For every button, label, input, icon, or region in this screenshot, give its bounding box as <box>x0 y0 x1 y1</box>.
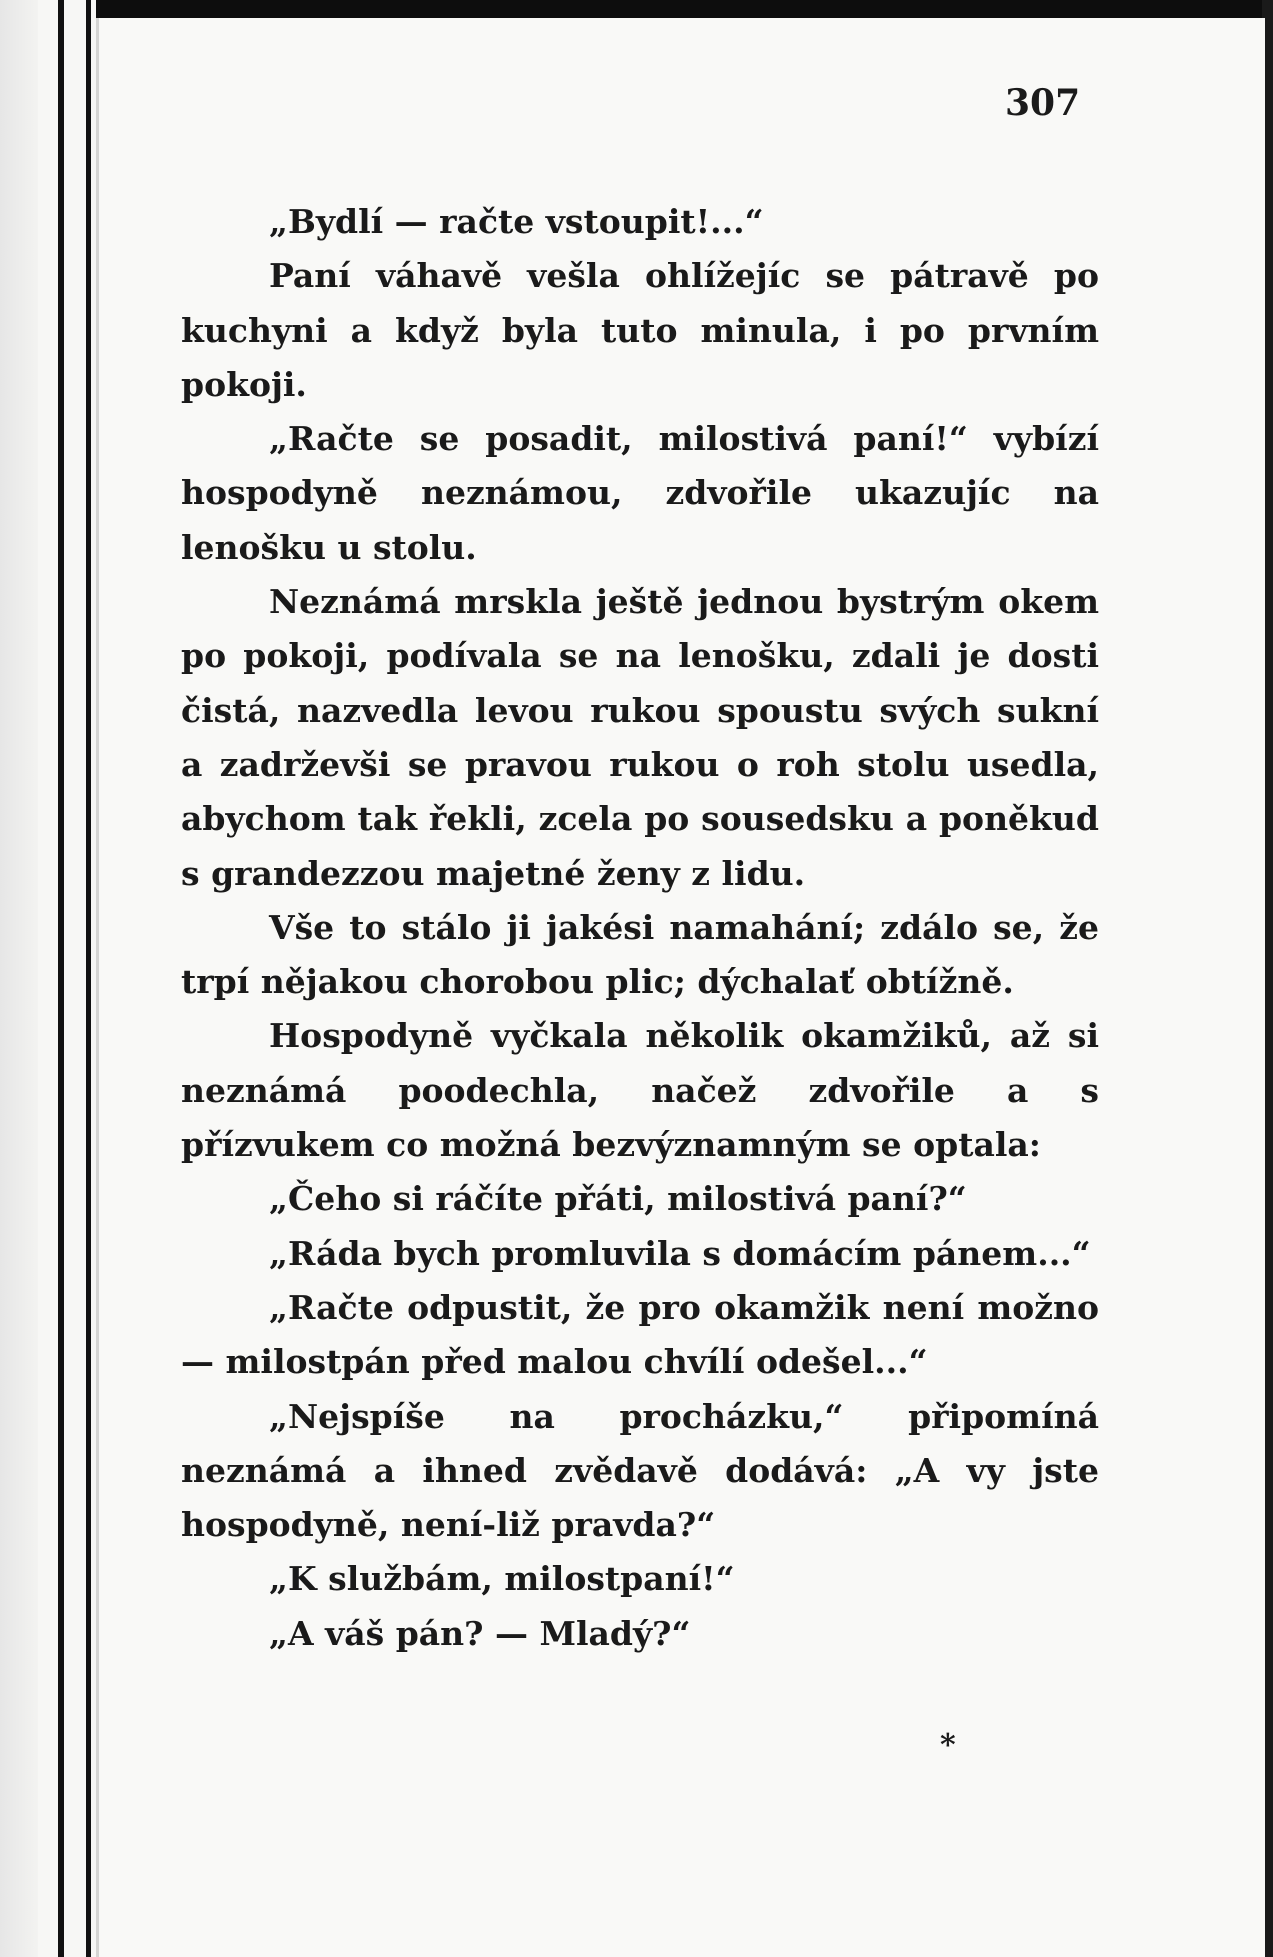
paragraph: „Račte odpustit, že pro okamžik není možno — milostpán před malou chvílí odešel...“ <box>181 1287 1099 1382</box>
paragraph: „Ráda bych promluvila s domácím pánem...“ <box>269 1233 1091 1273</box>
page-edge-line <box>86 0 91 1957</box>
page-number: 307 <box>1005 82 1081 124</box>
star-mark: * <box>940 1728 956 1763</box>
paragraph: „Bydlí — račte vstoupit!...“ <box>269 202 764 241</box>
paragraph: „K službám, milostpaní!“ <box>269 1559 735 1599</box>
page-text <box>181 195 1099 1661</box>
book-gutter <box>0 0 38 1957</box>
paragraph: „Račte se posadit, milostivá paní!“ vybízí hospodyně neznámou, zdvořile ukazujíc na lenošku u stolu. <box>181 419 1099 567</box>
top-scan-border <box>96 0 1273 18</box>
paragraph: „Čeho si ráčíte přáti, milostivá paní?“ <box>269 1179 967 1219</box>
paragraph: „Nejspíše na procházku,“ připomíná neznámá a ihned zvědavě dodává: „A vy jste hospodyně, není-liž pravda?“ <box>181 1396 1099 1545</box>
binding-edge-line <box>58 0 64 1957</box>
paragraph: „A váš pán? — Mladý?“ <box>269 1613 691 1653</box>
paragraph: Neznámá mrskla ještě jednou bystrým okem po pokoji, podívala se na lenošku, zdali je dosti čistá, nazvedla levou rukou spoustu svých sukní a zadrževši se pravou rukou o roh stolu usedla, abychom tak řekli, zcela po sousedsku a poněkud s grandezzou majetné ženy z lidu. <box>181 582 1099 893</box>
paragraph: Vše to stálo ji jakési namahání; zdálo se, že trpí nějakou chorobou plic; dýchalať obtížně. <box>181 907 1099 1002</box>
paragraph: Hospodyně vyčkala několik okamžiků, až si neznámá poodechla, načež zdvořile a s přízvukem co možná bezvýznamným se optala: <box>181 1016 1099 1165</box>
paragraph: Paní váhavě vešla ohlížejíc se pátravě po kuchyni a když byla tuto minula, i po prvním pokoji. <box>181 256 1099 404</box>
